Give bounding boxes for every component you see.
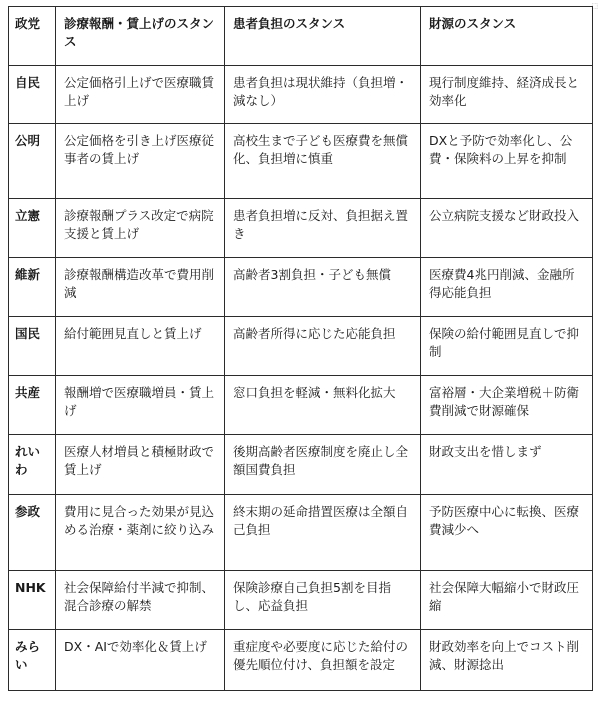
cell-funding: 医療費4兆円削減、金融所得応能負担 <box>421 258 593 317</box>
table-row <box>9 376 593 435</box>
table-row <box>9 495 593 571</box>
cell-fee: 費用に見合った効果が見込める治療・薬剤に絞り込み <box>56 495 225 571</box>
table-row <box>9 317 593 376</box>
cell-party: 維新 <box>9 258 56 317</box>
cell-burden: 患者負担は現状維持（負担増・減なし） <box>225 66 421 124</box>
cell-party: みらい <box>9 630 56 691</box>
party-policy-table <box>8 6 593 691</box>
header-party: 政党 <box>9 7 56 66</box>
table-row <box>9 199 593 258</box>
header-funding-stance: 財源のスタンス <box>421 7 593 66</box>
cell-fee: DX・AIで効率化＆賃上げ <box>56 630 225 691</box>
cell-funding: 富裕層・大企業増税＋防衛費削減で財源確保 <box>421 376 593 435</box>
cell-party: 公明 <box>9 124 56 199</box>
cell-burden: 保険診療自己負担5割を目指し、応益負担 <box>225 571 421 630</box>
cell-burden: 高齢者所得に応じた応能負担 <box>225 317 421 376</box>
header-fee-stance: 診療報酬・賃上げのスタンス <box>56 7 225 66</box>
cell-burden: 高齢者3割負担・子ども無償 <box>225 258 421 317</box>
table-row <box>9 630 593 691</box>
corner-mark: ⬚ <box>591 2 598 10</box>
cell-fee: 社会保障給付半減で抑制、混合診療の解禁 <box>56 571 225 630</box>
table-body <box>9 66 593 691</box>
table-header <box>9 7 593 66</box>
table-row <box>9 124 593 199</box>
table-row <box>9 258 593 317</box>
cell-funding: 現行制度維持、経済成長と効率化 <box>421 66 593 124</box>
header-row <box>9 7 593 66</box>
table-row <box>9 66 593 124</box>
cell-party: NHK <box>9 571 56 630</box>
table-row <box>9 435 593 495</box>
cell-fee: 診療報酬構造改革で費用削減 <box>56 258 225 317</box>
cell-fee: 公定価格を引き上げ医療従事者の賃上げ <box>56 124 225 199</box>
cell-funding: 公立病院支援など財政投入 <box>421 199 593 258</box>
cell-fee: 給付範囲見直しと賃上げ <box>56 317 225 376</box>
cell-fee: 診療報酬プラス改定で病院支援と賃上げ <box>56 199 225 258</box>
cell-funding: 予防医療中心に転換、医療費減少へ <box>421 495 593 571</box>
cell-burden: 終末期の延命措置医療は全額自己負担 <box>225 495 421 571</box>
cell-fee: 公定価格引上げで医療職賃上げ <box>56 66 225 124</box>
header-burden-stance: 患者負担のスタンス <box>225 7 421 66</box>
cell-funding: 財政効率を向上でコスト削減、財源捻出 <box>421 630 593 691</box>
cell-burden: 窓口負担を軽減・無料化拡大 <box>225 376 421 435</box>
cell-party: れいわ <box>9 435 56 495</box>
cell-funding: 財政支出を惜しまず <box>421 435 593 495</box>
cell-funding: 保険の給付範囲見直しで抑制 <box>421 317 593 376</box>
cell-burden: 重症度や必要度に応じた給付の優先順位付け、負担額を設定 <box>225 630 421 691</box>
cell-burden: 患者負担増に反対、負担据え置き <box>225 199 421 258</box>
cell-party: 立憲 <box>9 199 56 258</box>
cell-party: 共産 <box>9 376 56 435</box>
cell-fee: 報酬増で医療職増員・賃上げ <box>56 376 225 435</box>
cell-burden: 後期高齢者医療制度を廃止し全額国費負担 <box>225 435 421 495</box>
table-row <box>9 571 593 630</box>
cell-party: 国民 <box>9 317 56 376</box>
cell-party: 参政 <box>9 495 56 571</box>
cell-fee: 医療人材増員と積極財政で賃上げ <box>56 435 225 495</box>
cell-funding: DXと予防で効率化し、公費・保険料の上昇を抑制 <box>421 124 593 199</box>
cell-party: 自民 <box>9 66 56 124</box>
cell-funding: 社会保障大幅縮小で財政圧縮 <box>421 571 593 630</box>
cell-burden: 高校生まで子ども医療費を無償化、負担増に慎重 <box>225 124 421 199</box>
